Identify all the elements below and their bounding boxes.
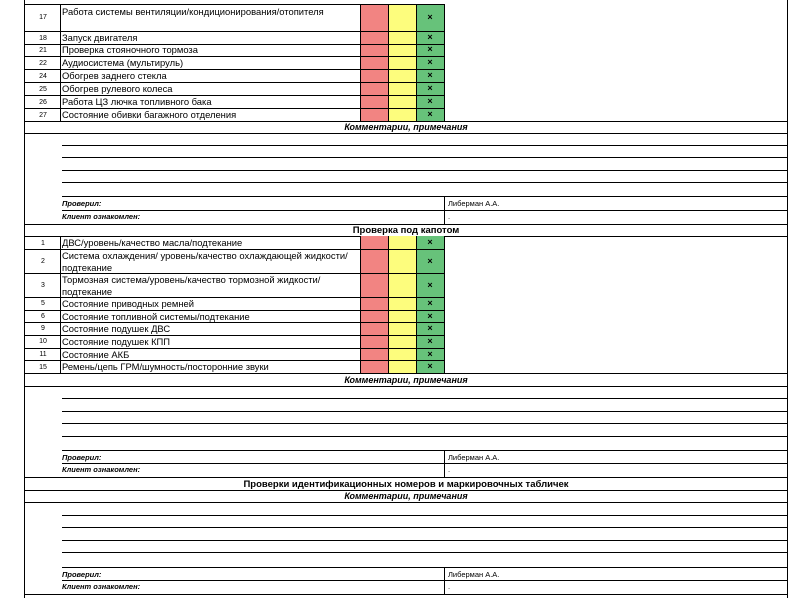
status-column-yellow[interactable]	[388, 236, 416, 373]
comments-title: Комментарии, примечания	[344, 375, 468, 385]
comment-line[interactable]	[62, 182, 788, 183]
row-label: Состояние приводных ремней	[62, 298, 194, 309]
row-label: Проверка стояночного тормоза	[62, 44, 198, 55]
client-acknowledged-label: Клиент ознакомлен:	[62, 212, 141, 221]
row-number: 22	[39, 60, 47, 67]
row-label: Ремень/цепь ГРМ/шумность/посторонние звуки	[62, 361, 269, 372]
comment-line[interactable]	[62, 515, 788, 516]
row-label: Состояние топливной системы/подтекание	[62, 311, 250, 322]
row-number: 17	[39, 14, 47, 21]
check-mark-icon[interactable]: ×	[427, 349, 433, 359]
client-acknowledged-value[interactable]: .	[448, 582, 451, 591]
row-label: Работа системы вентиляции/кондиционирования/отопителя	[62, 6, 324, 17]
row-label: Обогрев рулевого колеса	[62, 83, 173, 94]
client-acknowledged-value[interactable]: .	[448, 465, 451, 474]
check-mark-icon[interactable]: ×	[427, 298, 433, 308]
status-column-red[interactable]	[360, 4, 388, 121]
checked-by-value[interactable]: Либерман А.А.	[448, 570, 500, 579]
checked-by-value[interactable]: Либерман А.А.	[448, 199, 500, 208]
row-label: Состояние обивки багажного отделения	[62, 109, 237, 120]
checked-by-label: Проверил:	[62, 570, 102, 579]
check-mark-icon[interactable]: ×	[427, 12, 433, 22]
check-mark-icon[interactable]: ×	[427, 32, 433, 42]
row-number: 11	[39, 351, 47, 358]
check-mark-icon[interactable]: ×	[427, 237, 433, 247]
row-number: 5	[41, 300, 45, 307]
section-title: Проверка под капотом	[352, 225, 460, 236]
row-label: Состояние подушек КПП	[62, 336, 171, 347]
row-label: Система охлаждения/ уровень/качество охлаждающей жидкости/подтекание	[62, 250, 348, 273]
inspection-sheet	[24, 0, 788, 600]
comment-line[interactable]	[62, 423, 788, 424]
row-number: 3	[41, 282, 45, 289]
row-number: 18	[39, 35, 47, 42]
client-acknowledged-label: Клиент ознакомлен:	[62, 465, 141, 474]
status-column-yellow[interactable]	[388, 4, 416, 121]
section-title: Проверки идентификационных номеров и маркировочных табличек	[243, 479, 569, 490]
client-acknowledged-label: Клиент ознакомлен:	[62, 582, 141, 591]
row-label: Обогрев заднего стекла	[62, 70, 167, 81]
row-number: 6	[41, 313, 45, 320]
row-number: 10	[39, 338, 47, 345]
row-label: Состояние АКБ	[62, 349, 130, 360]
check-mark-icon[interactable]: ×	[427, 109, 433, 119]
sheet-border-right	[787, 0, 788, 598]
comment-line[interactable]	[62, 552, 788, 553]
checked-by-label: Проверил:	[62, 199, 102, 208]
check-mark-icon[interactable]: ×	[427, 361, 433, 371]
row-number: 9	[41, 325, 45, 332]
check-mark-icon[interactable]: ×	[427, 96, 433, 106]
sheet-border-left	[24, 0, 25, 598]
comment-line[interactable]	[62, 170, 788, 171]
row-number: 1	[41, 240, 45, 247]
comment-line[interactable]	[62, 527, 788, 528]
check-mark-icon[interactable]: ×	[427, 336, 433, 346]
checked-by-value[interactable]: Либерман А.А.	[448, 453, 500, 462]
check-mark-icon[interactable]: ×	[427, 57, 433, 67]
row-label: Тормозная система/уровень/качество тормозной жидкости/подтекание	[62, 274, 321, 297]
comment-line[interactable]	[62, 436, 788, 437]
row-number: 26	[39, 99, 47, 106]
row-label: Аудиосистема (мультируль)	[62, 57, 184, 68]
check-mark-icon[interactable]: ×	[427, 44, 433, 54]
check-mark-icon[interactable]: ×	[427, 323, 433, 333]
row-number: 25	[39, 86, 47, 93]
comments-title: Комментарии, примечания	[344, 491, 468, 501]
row-label: ДВС/уровень/качество масла/подтекание	[62, 237, 243, 248]
comment-line[interactable]	[62, 398, 788, 399]
client-acknowledged-value[interactable]: .	[448, 212, 451, 221]
comment-line[interactable]	[62, 540, 788, 541]
checked-by-label: Проверил:	[62, 453, 102, 462]
check-mark-icon[interactable]: ×	[427, 311, 433, 321]
row-label: Работа ЦЗ лючка топливного бака	[62, 96, 212, 107]
status-column-red[interactable]	[360, 236, 388, 373]
check-mark-icon[interactable]: ×	[427, 256, 433, 266]
row-number: 2	[41, 258, 45, 265]
comment-line[interactable]	[62, 157, 788, 158]
check-mark-icon[interactable]: ×	[427, 280, 433, 290]
comments-title: Комментарии, примечания	[344, 122, 468, 132]
comment-line[interactable]	[62, 145, 788, 146]
row-label: Запуск двигателя	[62, 32, 138, 43]
comment-line[interactable]	[62, 411, 788, 412]
row-number: 15	[39, 364, 47, 371]
check-mark-icon[interactable]: ×	[427, 70, 433, 80]
row-number: 27	[39, 112, 47, 119]
check-mark-icon[interactable]: ×	[427, 83, 433, 93]
row-number: 24	[39, 73, 47, 80]
row-label: Состояние подушек ДВС	[62, 323, 171, 334]
row-number: 21	[39, 47, 47, 54]
